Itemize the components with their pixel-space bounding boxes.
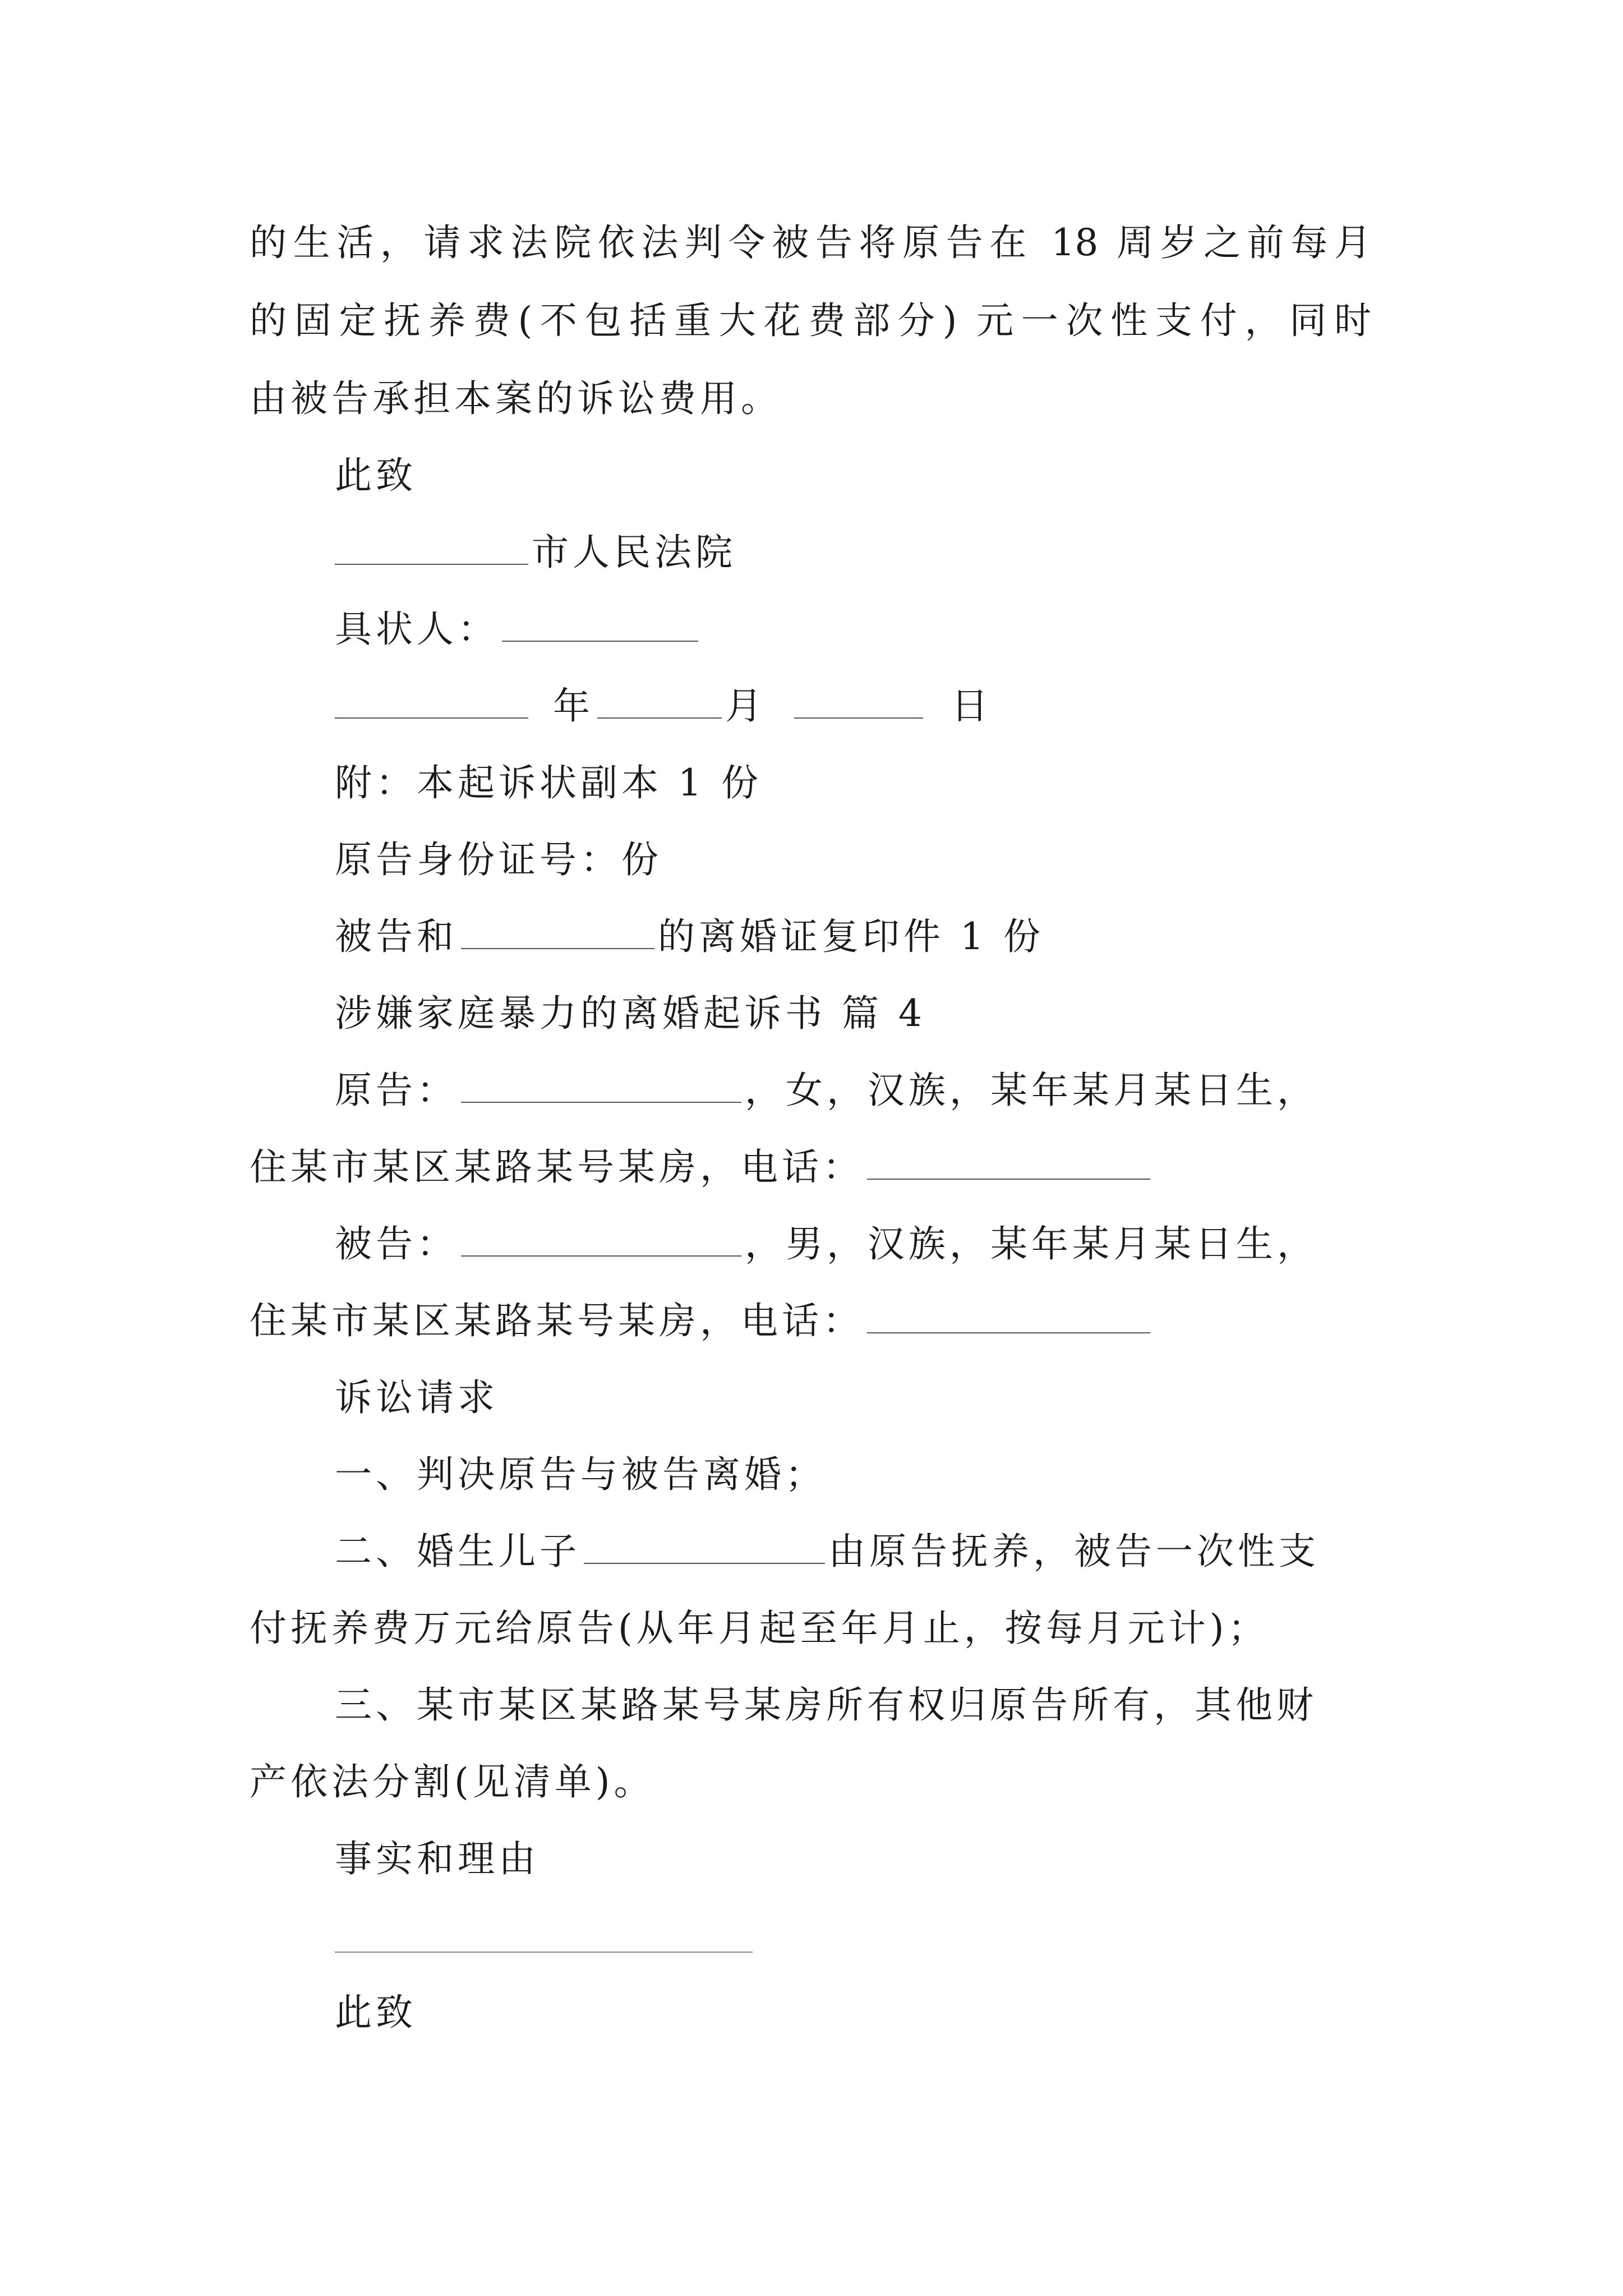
facts-heading: 事实和理由 (335, 1837, 540, 1880)
claim-item-continued: 产依法分割(见清单)。 (250, 1760, 655, 1803)
date-line (335, 679, 992, 733)
plaintiff-rest: ，女，汉族，某年某月某日生， (745, 1069, 1318, 1112)
salutation: 此致 (335, 1991, 417, 2034)
defendant-cert-prefix: 被告和 (335, 915, 458, 958)
date-month-label: 月 (725, 684, 766, 728)
date-day-label: 日 (951, 684, 992, 728)
claim-item: 三、某市某区某路某号某房所有权归原告所有，其他财 (335, 1683, 1317, 1727)
plaintiff-line (335, 1064, 1318, 1117)
petitioner-line (335, 602, 702, 656)
defendant-address-line (250, 1294, 1154, 1348)
date-year-label: 年 (553, 684, 594, 728)
court-name-blank (335, 530, 528, 565)
defendant-address: 住某市某区某路某号某房，电话： (250, 1299, 864, 1342)
defendant-cert-blank (461, 914, 654, 949)
plaintiff-prefix: 原告： (335, 1069, 458, 1112)
attachment-line: 附：本起诉状副本 1 份 (335, 761, 762, 804)
claim2-suffix: 由原告抚养，被告一次性支 (828, 1530, 1320, 1573)
defendant-cert-line (335, 910, 1044, 964)
paragraph-line: 由被告承担本案的诉讼费用。 (250, 377, 782, 420)
claim-item (335, 1525, 1320, 1579)
court-suffix: 市人民法院 (532, 531, 736, 574)
section-title: 涉嫌家庭暴力的离婚起诉书 篇 4 (335, 992, 926, 1035)
plaintiff-phone-blank (867, 1145, 1150, 1180)
month-blank (597, 684, 722, 719)
defendant-phone-blank (867, 1299, 1150, 1333)
plaintiff-name-blank (461, 1068, 741, 1103)
plaintiff-address-line (250, 1140, 1154, 1194)
salutation: 此致 (335, 454, 417, 497)
petitioner-blank (502, 607, 698, 642)
defendant-rest: ，男，汉族，某年某月某日生， (745, 1222, 1318, 1266)
day-blank (794, 684, 923, 719)
plaintiff-id-line: 原告身份证号：份 (335, 838, 662, 881)
claim2-prefix: 二、婚生儿子 (335, 1530, 580, 1573)
paragraph-line: 的生活，请求法院依法判令被告将原告在 18 周岁之前每月 (250, 221, 1371, 264)
claims-heading: 诉讼请求 (335, 1376, 499, 1419)
defendant-name-blank (461, 1222, 741, 1257)
defendant-prefix: 被告： (335, 1222, 458, 1266)
defendant-cert-suffix: 的离婚证复印件 1 份 (658, 915, 1044, 958)
court-line (335, 526, 736, 579)
facts-blank-line (335, 1952, 753, 1953)
petitioner-label: 具状人： (335, 608, 499, 651)
year-blank (335, 684, 528, 719)
defendant-line (335, 1217, 1318, 1271)
paragraph-line: 的固定抚养费(不包括重大花费部分) 元一次性支付，同时 (250, 299, 1371, 342)
claim-item-continued: 付抚养费万元给原告(从年月起至年月止，按每月元计)； (250, 1607, 1269, 1650)
claim-item: 一、判决原告与被告离婚； (335, 1453, 826, 1496)
plaintiff-address: 住某市某区某路某号某房，电话： (250, 1145, 864, 1189)
son-name-blank (584, 1529, 825, 1564)
